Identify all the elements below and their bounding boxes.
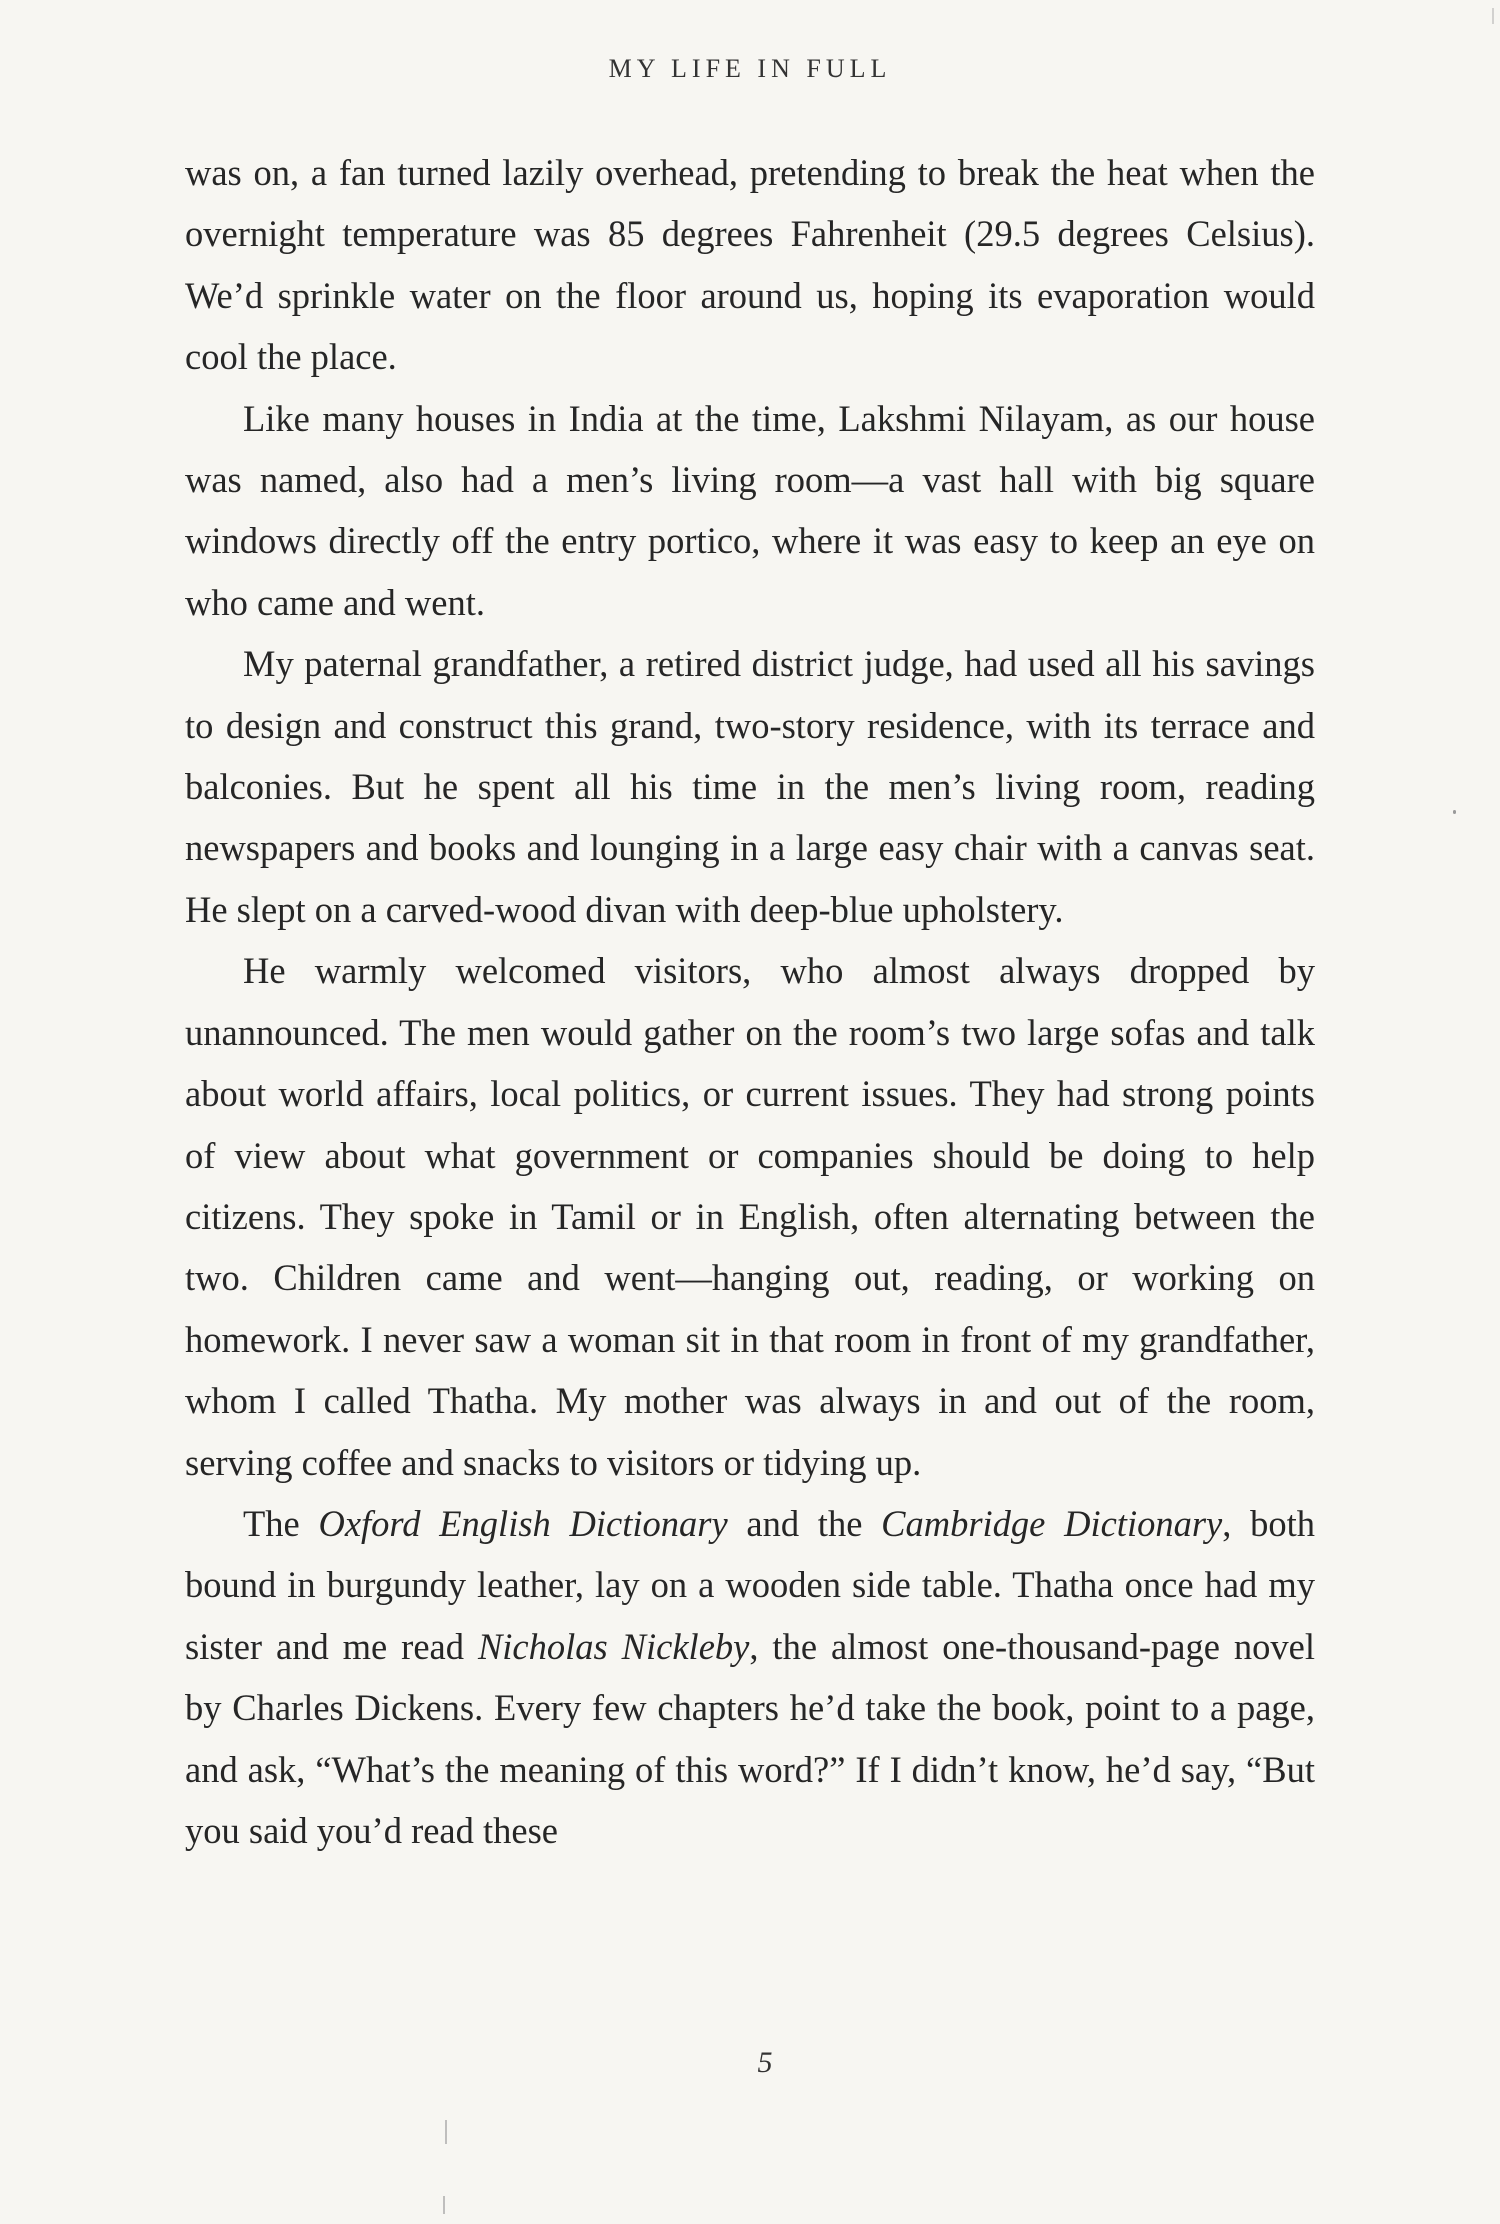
- text-run: My paternal grandfather, a retired district judge, had used all his savings to design and construct this grand, two-story residence, with its terrace and balconies. But he spent all his time in the men’s living room, reading newspapers and books and lounging in a large easy chair with a canvas seat. He slept on a carved-wood divan with deep-blue upholstery.: [185, 643, 1315, 930]
- paragraph: [185, 940, 1315, 1493]
- paragraph: [185, 142, 1315, 388]
- text-run: Like many houses in India at the time, Lakshmi Nilayam, as our house was named, also had a men’s living room—a vast hall with big square windows directly off the entry portico, where it was easy to keep an eye on who came and went.: [185, 397, 1315, 623]
- text-run: , both bound in burgundy leather, lay on a wooden side table. Thatha once had my sister and me read: [185, 1502, 1315, 1667]
- italic-title: Nicholas Nickleby: [477, 1625, 750, 1667]
- scan-speck: [443, 2196, 445, 2214]
- text-run: was on, a fan turned lazily overhead, pretending to break the heat when the overnight temperature was 85 degrees Fahrenheit (29.5 degrees Celsius). We’d sprinkle water on the floor around us, hoping its evaporation would cool the place.: [185, 152, 1315, 378]
- paragraph: [185, 1493, 1315, 1861]
- text-run: The: [243, 1502, 319, 1544]
- scan-speck: [1453, 810, 1456, 814]
- text-run: He warmly welcomed visitors, who almost always dropped by unannounced. The men would gather on the room’s two large sofas and talk about world affairs, local politics, or current issues. They had strong points of view about what government or companies should be doing to help citizens. They spoke in Tamil or in English, often alternating between the two. Children came and went—hanging out, reading, or working on homework. I never saw a woman sit in that room in front of my grandfather, whom I called Thatha. My mother was always in and out of the room, serving coffee and snacks to visitors or tidying up.: [185, 950, 1315, 1483]
- text-run: , the almost one-thousand-page novel by Charles Dickens. Every few chapters he’d take the book, point to a page, and ask, “What’s the meaning of this word?” If I didn’t know, he’d say, “But you said you’d read these: [185, 1625, 1315, 1851]
- running-head: MY LIFE IN FULL: [608, 54, 892, 83]
- scan-speck: [445, 2120, 447, 2144]
- italic-title: Cambridge Dictionary: [881, 1502, 1223, 1544]
- paragraph: [185, 388, 1315, 634]
- paragraph: [185, 633, 1315, 940]
- body-text: [185, 142, 1315, 1861]
- italic-title: Oxford English Dictionary: [318, 1502, 728, 1544]
- text-run: and the: [727, 1502, 882, 1544]
- page-number: 5: [757, 2046, 773, 2079]
- scan-speck: [1492, 8, 1494, 24]
